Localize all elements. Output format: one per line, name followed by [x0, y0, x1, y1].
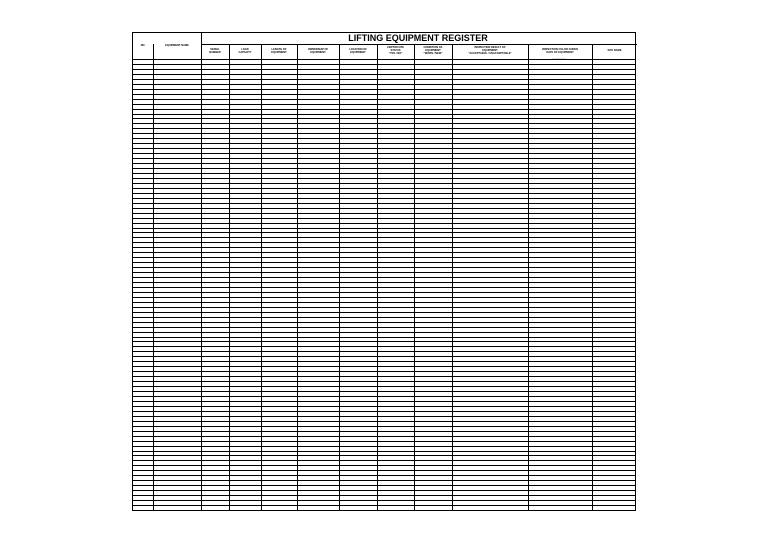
row-line: [133, 94, 635, 95]
row-line: [133, 252, 635, 253]
row-line: [133, 500, 635, 501]
row-line: [133, 287, 635, 288]
row-line: [133, 376, 635, 377]
row-line: [133, 282, 635, 283]
row-line: [133, 460, 635, 461]
row-line: [133, 475, 635, 476]
column-header: SITE NAME: [607, 49, 622, 53]
row-line: [133, 123, 635, 124]
row-line: [133, 232, 635, 233]
date-format-note: DD/MM/YYYY: [552, 59, 566, 61]
title-divider: [201, 44, 637, 45]
row-line: [133, 510, 635, 511]
row-line: [133, 203, 635, 204]
row-line: [133, 317, 635, 318]
row-line: [133, 213, 635, 214]
column-header: OWNERSHIP OF EQUIPMENT: [307, 47, 329, 54]
row-line: [133, 327, 635, 328]
row-line: [133, 371, 635, 372]
row-line: [133, 257, 635, 258]
register-table: [132, 32, 636, 511]
row-line: [133, 396, 635, 397]
row-line: [133, 89, 635, 90]
row-line: [133, 64, 635, 65]
row-line: [133, 312, 635, 313]
row-line: [133, 158, 635, 159]
row-line: [133, 436, 635, 437]
row-line: [133, 173, 635, 174]
row-line: [133, 104, 635, 105]
row-line: [133, 356, 635, 357]
row-line: [133, 485, 635, 486]
row-line: [133, 188, 635, 189]
column-header: INSPECTION RESULT OF EQUIPMENT "ACCEPTABLE / UNACCEPTABLE": [468, 46, 512, 55]
column-header: INSPECTION COLOR CODED DATE OF EQUIPMENT: [541, 47, 579, 54]
row-line: [133, 332, 635, 333]
column-header: LOCATION OF EQUIPMENT: [349, 47, 367, 54]
row-line: [133, 168, 635, 169]
row-line: [133, 401, 635, 402]
row-line: [133, 470, 635, 471]
row-line: [133, 208, 635, 209]
row-line: [133, 148, 635, 149]
row-line: [133, 143, 635, 144]
row-line: [133, 292, 635, 293]
row-line: [133, 351, 635, 352]
row-line: [133, 198, 635, 199]
row-line: [133, 79, 635, 80]
row-line: [133, 426, 635, 427]
row-line: [133, 346, 635, 347]
row-line: [133, 455, 635, 456]
row-line: [133, 307, 635, 308]
column-header: CONDITION OF EQUIPMENT "WORN / NEW": [423, 46, 443, 55]
row-line: [133, 480, 635, 481]
row-line: [133, 193, 635, 194]
row-line: [133, 153, 635, 154]
row-line: [133, 505, 635, 506]
column-header: LENGTH OF EQUIPMENT: [271, 47, 287, 54]
column-header: CERTIFICATE STATUS "YES / NO": [387, 46, 404, 55]
row-line: [133, 267, 635, 268]
row-line: [133, 441, 635, 442]
row-line: [133, 361, 635, 362]
row-line: [133, 84, 635, 85]
column-header: NO.: [140, 43, 146, 47]
row-line: [133, 228, 635, 229]
row-line: [133, 114, 635, 115]
row-line: [133, 272, 635, 273]
row-line: [133, 277, 635, 278]
row-line: [133, 109, 635, 110]
row-line: [133, 381, 635, 382]
column-header: LOAD CAPACITY: [238, 47, 252, 54]
row-line: [133, 411, 635, 412]
row-line: [133, 302, 635, 303]
row-line: [133, 74, 635, 75]
row-line: [133, 451, 635, 452]
row-line: [133, 59, 635, 60]
row-line: [133, 341, 635, 342]
row-line: [133, 237, 635, 238]
row-line: [133, 183, 635, 184]
row-line: [133, 69, 635, 70]
row-line: [133, 465, 635, 466]
row-line: [133, 495, 635, 496]
row-line: [133, 337, 635, 338]
row-line: [133, 366, 635, 367]
row-line: [133, 99, 635, 100]
row-line: [133, 322, 635, 323]
row-line: [133, 133, 635, 134]
row-line: [133, 421, 635, 422]
row-line: [133, 218, 635, 219]
column-header: EQUIPMENT NAME: [165, 43, 189, 47]
row-line: [133, 163, 635, 164]
row-line: [133, 297, 635, 298]
row-line: [133, 118, 635, 119]
register-title: LIFTING EQUIPMENT REGISTER: [348, 33, 488, 43]
row-line: [133, 223, 635, 224]
row-line: [133, 431, 635, 432]
row-line: [133, 242, 635, 243]
row-line: [133, 386, 635, 387]
row-line: [133, 490, 635, 491]
row-line: [133, 128, 635, 129]
column-header: SERIAL NUMBER: [209, 47, 221, 54]
row-line: [133, 178, 635, 179]
row-line: [133, 138, 635, 139]
row-line: [133, 416, 635, 417]
row-line: [133, 446, 635, 447]
row-line: [133, 247, 635, 248]
row-line: [133, 262, 635, 263]
row-line: [133, 406, 635, 407]
row-line: [133, 391, 635, 392]
